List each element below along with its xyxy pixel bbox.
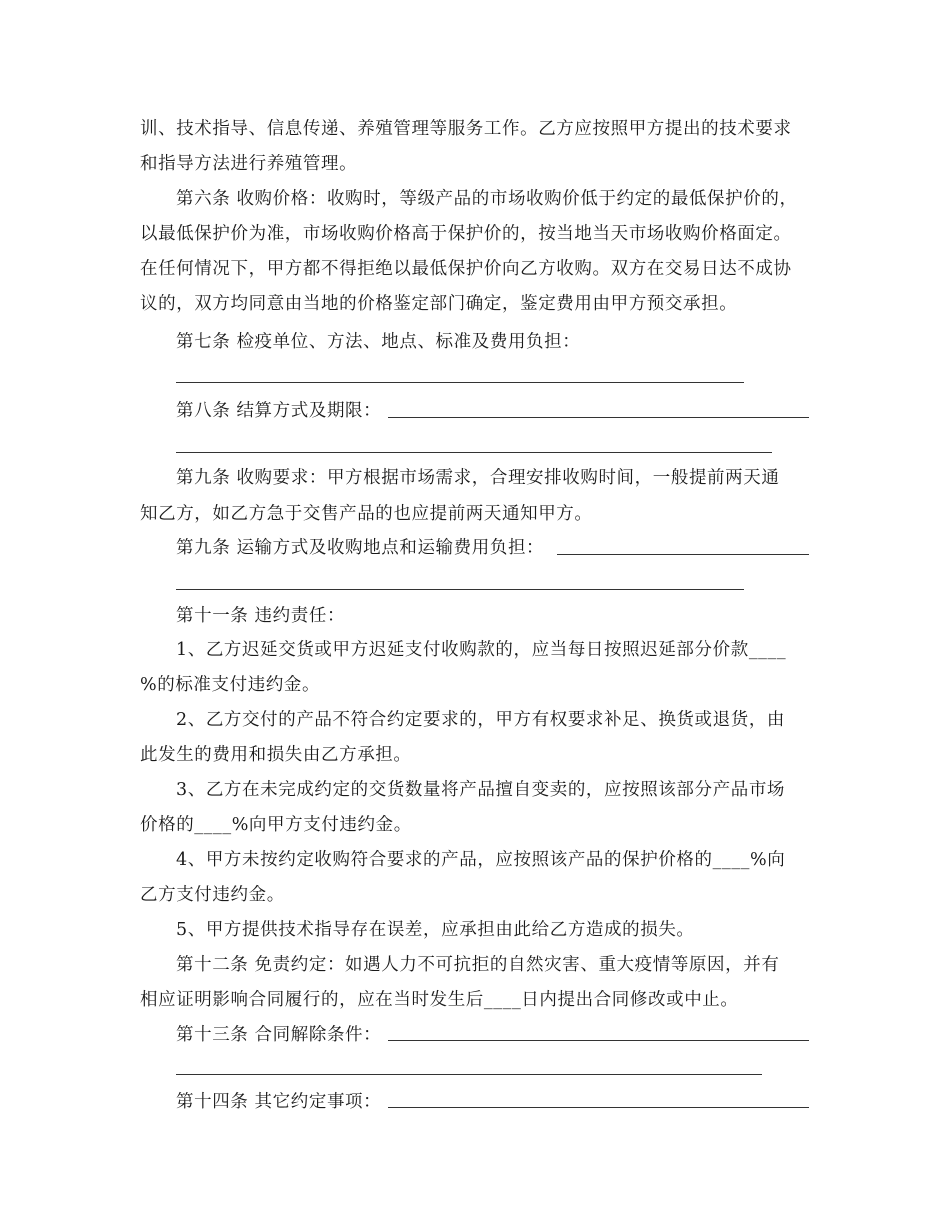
clause-2-line: 2、乙方交付的产品不符合约定要求的，甲方有权要求补足、换货或退货，由 — [176, 710, 786, 730]
article-8-title: 第八条 结算方式及期限： — [176, 401, 382, 421]
fill-in-blank-line — [176, 382, 744, 383]
paragraph-line: %的标准支付违约金。 — [140, 675, 321, 695]
fill-in-blank-line — [388, 417, 809, 418]
article-14-title: 第十四条 其它约定事项： — [176, 1092, 382, 1112]
paragraph-line: 知乙方，如乙方急于交售产品的也应提前两天通知甲方。 — [140, 504, 593, 524]
clause-5-line: 5、甲方提供技术指导存在误差，应承担由此给乙方造成的损失。 — [176, 920, 695, 940]
paragraph-line: 在任何情况下，甲方都不得拒绝以最低保护价向乙方收购。双方在交易日达不成协 — [140, 259, 792, 279]
fill-in-blank-line — [176, 589, 744, 590]
article-9b-title: 第九条 运输方式及收购地点和运输费用负担： — [176, 538, 545, 558]
clause-3-line: 3、乙方在未完成约定的交货数量将产品擅自变卖的，应按照该部分产品市场 — [176, 780, 786, 800]
paragraph-line: 议的，双方均同意由当地的价格鉴定部门确定，鉴定费用由甲方预交承担。 — [140, 294, 738, 314]
article-13-title: 第十三条 合同解除条件： — [176, 1025, 382, 1045]
clause-1-line: 1、乙方迟延交货或甲方迟延支付收购款的，应当每日按照迟延部分价款____ — [176, 640, 787, 660]
paragraph-line: 价格的____%向甲方支付违约金。 — [140, 815, 412, 835]
article-9-title: 第九条 收购要求：甲方根据市场需求，合理安排收购时间，一般提前两天通 — [176, 468, 780, 488]
article-7-title: 第七条 检疫单位、方法、地点、标准及费用负担： — [176, 332, 581, 352]
article-6-title: 第六条 收购价格：收购时，等级产品的市场收购价低于约定的最低保护价的， — [176, 189, 798, 209]
article-12-title: 第十二条 免责约定：如遇人力不可抗拒的自然灾害、重大疫情等原因，并有 — [176, 955, 780, 975]
fill-in-blank-line — [557, 554, 809, 555]
paragraph-line: 以最低保护价为准，市场收购价格高于保护价的，按当地当天市场收购价格面定。 — [140, 224, 792, 244]
fill-in-blank-line — [388, 1107, 809, 1108]
paragraph-line: 相应证明影响合同履行的，应在当时发生后____日内提出合同修改或中止。 — [140, 990, 739, 1010]
paragraph-line: 训、技术指导、信息传递、养殖管理等服务工作。乙方应按照甲方提出的技术要求 — [140, 119, 792, 139]
fill-in-blank-line — [176, 452, 772, 453]
clause-4-line: 4、甲方未按约定收购符合要求的产品，应按照该产品的保护价格的____%向 — [176, 850, 786, 870]
paragraph-line: 此发生的费用和损失由乙方承担。 — [140, 745, 412, 765]
paragraph-line: 乙方支付违约金。 — [140, 885, 285, 905]
fill-in-blank-line — [388, 1040, 809, 1041]
fill-in-blank-line — [176, 1074, 762, 1075]
article-11-title: 第十一条 违约责任： — [176, 606, 346, 626]
paragraph-line: 和指导方法进行养殖管理。 — [140, 154, 358, 174]
